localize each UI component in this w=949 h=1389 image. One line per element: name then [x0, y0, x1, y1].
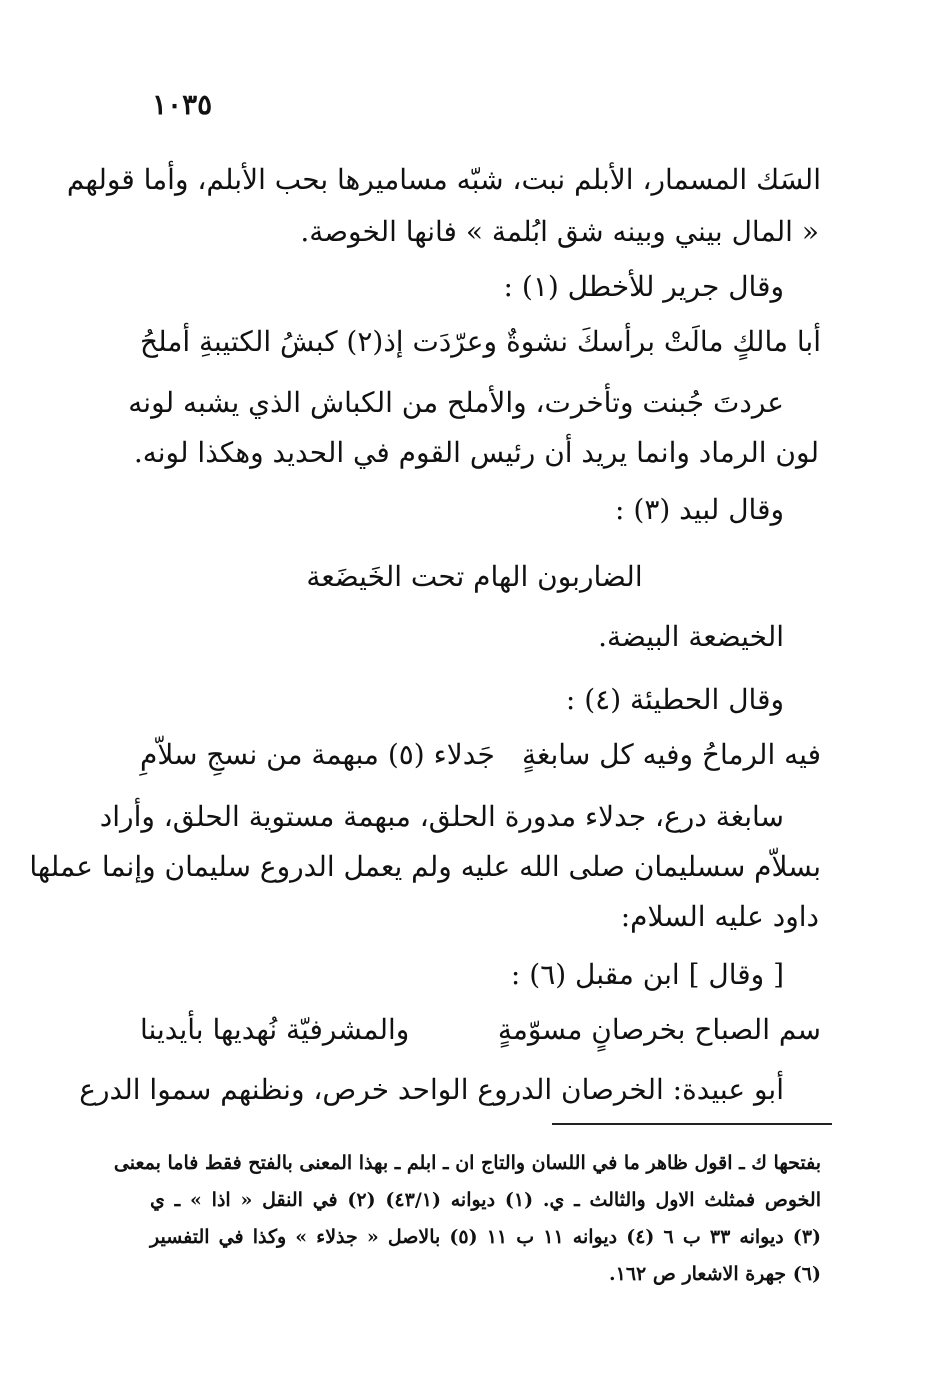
paragraph-line: « المال بيني وبينه شق ابُلمة » فانها الخوصة.	[300, 215, 819, 248]
paragraph-line: السَك المسمار، الأبلم نبت، شبّه مساميرها بحب الأبلم، وأما قولهم	[66, 163, 821, 196]
verse-first-hemistich: فيه الرماحُ وفيه كل سابغةٍ	[521, 738, 821, 771]
footnote-line: بفتحها ك ـ اقول ظاهر ما في اللسان والتاج ان ـ ابلم ـ بهذا المعنى بالفتح فقط فاما بمعنى	[113, 1152, 821, 1174]
verse-second-hemistich: والمشرفيّة نُهديها بأيدينا	[140, 1013, 410, 1046]
footnote-line: (٦) جهرة الاشعار ص ١٦٢.	[609, 1263, 821, 1285]
paragraph-line: عردتَ جُبنت وتأخرت، والأملح من الكباش الذي يشبه لونه	[128, 386, 784, 419]
footnote-line: (٣) ديوانه ٣٣ ب ٦ (٤) ديوانه ١١ ب ١١ (٥) بالاصل « جذلاء » وكذا في التفسير	[150, 1226, 822, 1248]
paragraph-line: أبو عبيدة: الخرصان الدروع الواحد خرص، ونظنهم سموا الدرع	[79, 1073, 784, 1106]
footnote-line: الخوص فمثلث الاول والثالث ـ ي. (١) ديوانه (٤٣/١) (٢) في النقل « اذا » ـ ي	[150, 1189, 821, 1211]
footnote-divider	[552, 1123, 832, 1125]
verse-line	[140, 735, 821, 775]
verse-first-hemistich: سم الصباح بخرصانٍ مسوّمةٍ	[497, 1013, 821, 1046]
page-number: ١٠٣٥	[152, 88, 213, 121]
verse-heading: وقال جرير للأخطل (١) :	[503, 270, 784, 303]
paragraph-line: داود عليه السلام:	[620, 900, 819, 933]
paragraph-line: لون الرماد وانما يريد أن رئيس القوم في الحديد وهكذا لونه.	[133, 436, 819, 469]
verse-second-hemistich: وعرّدَت إذ(٢) كبشُ الكتيبةِ أملحُ	[140, 325, 497, 358]
verse-line: الضاربون الهام تحت الخَيضَعة	[306, 560, 643, 593]
verse-line	[140, 1010, 821, 1050]
verse-second-hemistich: جَدلاء (٥) مبهمة من نسجِ سلاّمِ	[140, 738, 495, 771]
paragraph-line: الخيضعة البيضة.	[598, 620, 784, 653]
paragraph-line: بسلاّم سسليمان صلى الله عليه ولم يعمل الدروع سليمان وإنما عملها	[29, 850, 821, 883]
verse-heading: [ وقال ] ابن مقبل (٦) :	[510, 958, 784, 991]
verse-line	[140, 322, 821, 362]
verse-heading: وقال لبيد (٣) :	[615, 493, 784, 526]
paragraph-line: سابغة درع، جدلاء مدورة الحلق، مبهمة مستوية الحلق، وأراد	[99, 800, 784, 833]
verse-first-hemistich: أبا مالكٍ مالَتْ برأسكَ نشوةٌ	[506, 325, 821, 358]
verse-heading: وقال الحطيئة (٤) :	[565, 683, 784, 716]
